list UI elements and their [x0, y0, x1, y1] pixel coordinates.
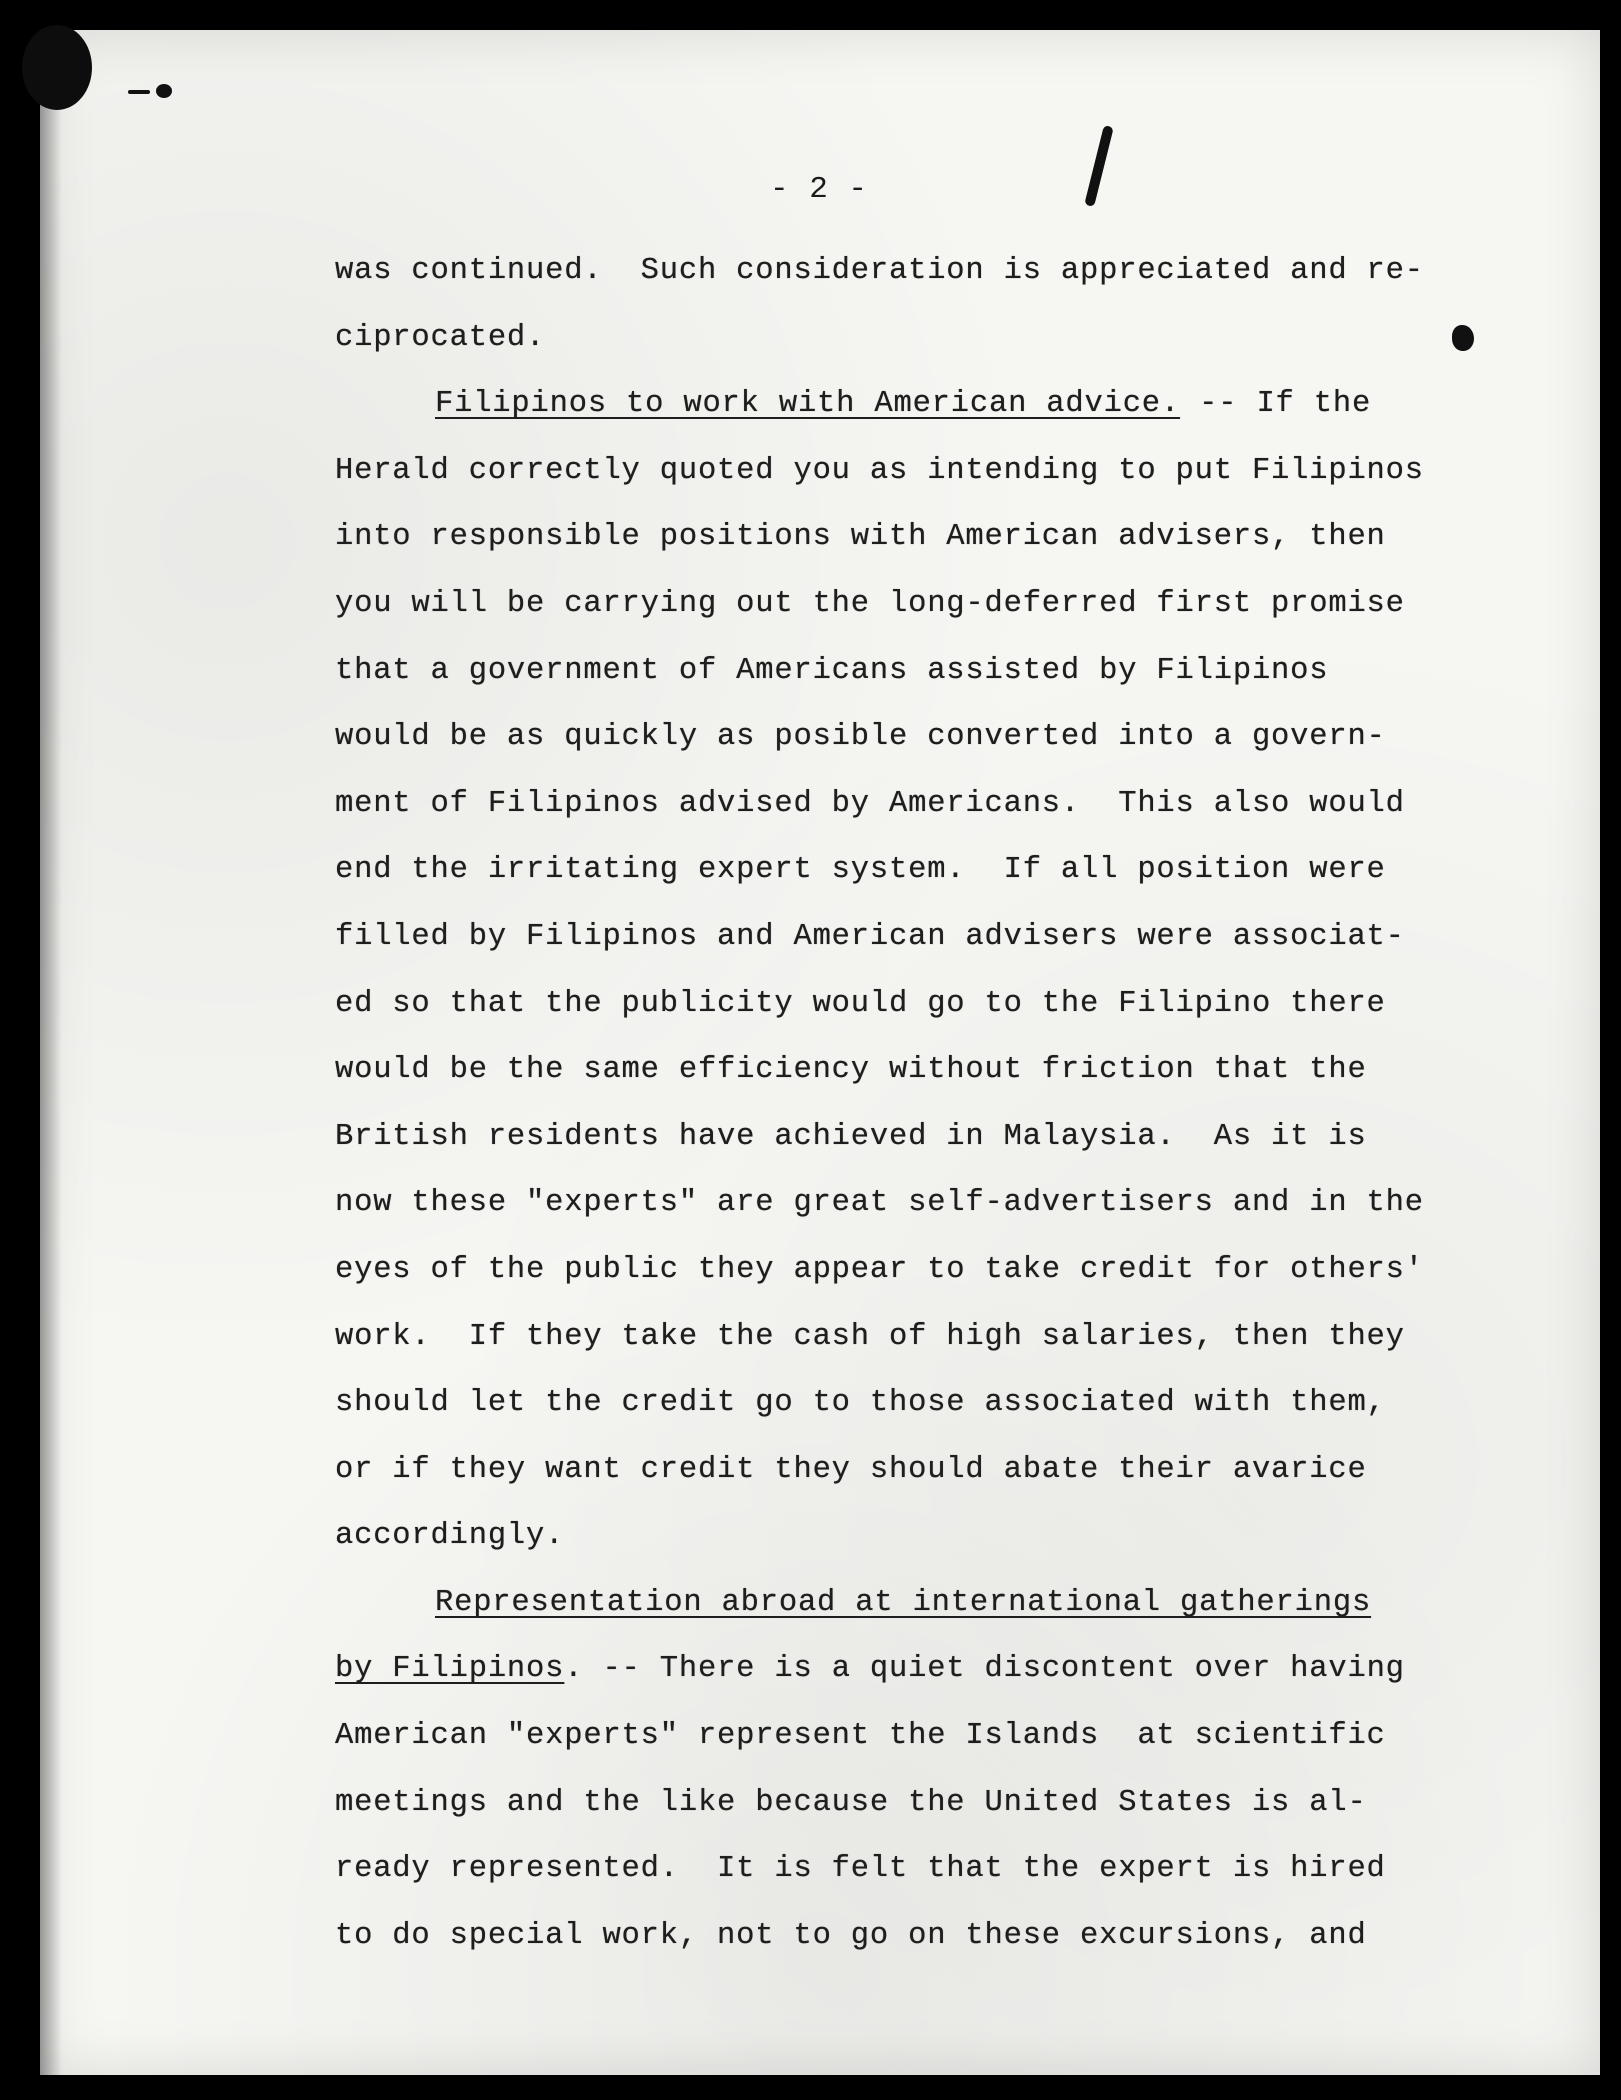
- text-line: you will be carrying out the long-deferred first promise: [335, 586, 1405, 621]
- text-line: filled by Filipinos and American advisers were associat-: [335, 919, 1405, 954]
- section-heading: by Filipinos: [335, 1652, 565, 1687]
- section-heading: Representation abroad at international gatherings: [435, 1585, 1372, 1620]
- paper-shadow-edge: [40, 30, 62, 2075]
- text-line: or if they want credit they should abate their avarice: [335, 1452, 1367, 1487]
- text-line: [335, 1636, 1485, 1703]
- text-line: would be as quickly as posible converted into a govern-: [335, 720, 1386, 755]
- body-text: [335, 238, 1485, 1969]
- text-line: should let the credit go to those associated with them,: [335, 1386, 1386, 1421]
- text-line: American "experts" represent the Islands at scientific: [335, 1719, 1386, 1754]
- text-line: ed so that the publicity would go to the Filipino there: [335, 986, 1386, 1021]
- text-line: end the irritating expert system. If all position were: [335, 853, 1386, 888]
- text-line: to do special work, not to go on these excursions, and: [335, 1918, 1367, 1953]
- text-line: accordingly.: [335, 1519, 565, 1554]
- ink-mark: [156, 84, 172, 98]
- text-fragment: . -- There is a quiet discontent over having: [564, 1652, 1405, 1687]
- text-line: now these "experts" are great self-advertisers and in the: [335, 1186, 1424, 1221]
- section-heading: Filipinos to work with American advice.: [435, 387, 1181, 422]
- text-line: Herald correctly quoted you as intending to put Filipinos: [335, 453, 1424, 488]
- text-line: ment of Filipinos advised by Americans. This also would: [335, 786, 1405, 821]
- text-line: eyes of the public they appear to take credit for others': [335, 1252, 1424, 1287]
- text-line: was continued. Such consideration is appreciated and re-: [335, 254, 1424, 288]
- text-line: meetings and the like because the United States is al-: [335, 1785, 1367, 1820]
- text-line: [335, 371, 1485, 438]
- text-line: ready represented. It is felt that the expert is hired: [335, 1852, 1386, 1887]
- text-line: that a government of Americans assisted by Filipinos: [335, 653, 1329, 688]
- text-line: British residents have achieved in Malaysia. As it is: [335, 1119, 1367, 1154]
- page-number: - 2 -: [770, 172, 869, 207]
- text-line: ciprocated.: [335, 320, 546, 355]
- text-line: would be the same efficiency without friction that the: [335, 1053, 1367, 1088]
- text-fragment: -- If the: [1180, 387, 1372, 422]
- text-line: into responsible positions with American advisers, then: [335, 520, 1386, 555]
- text-line: work. If they take the cash of high salaries, then they: [335, 1319, 1405, 1354]
- text-line: [335, 1570, 1485, 1637]
- ink-mark: [128, 90, 150, 94]
- punch-hole: [22, 25, 92, 110]
